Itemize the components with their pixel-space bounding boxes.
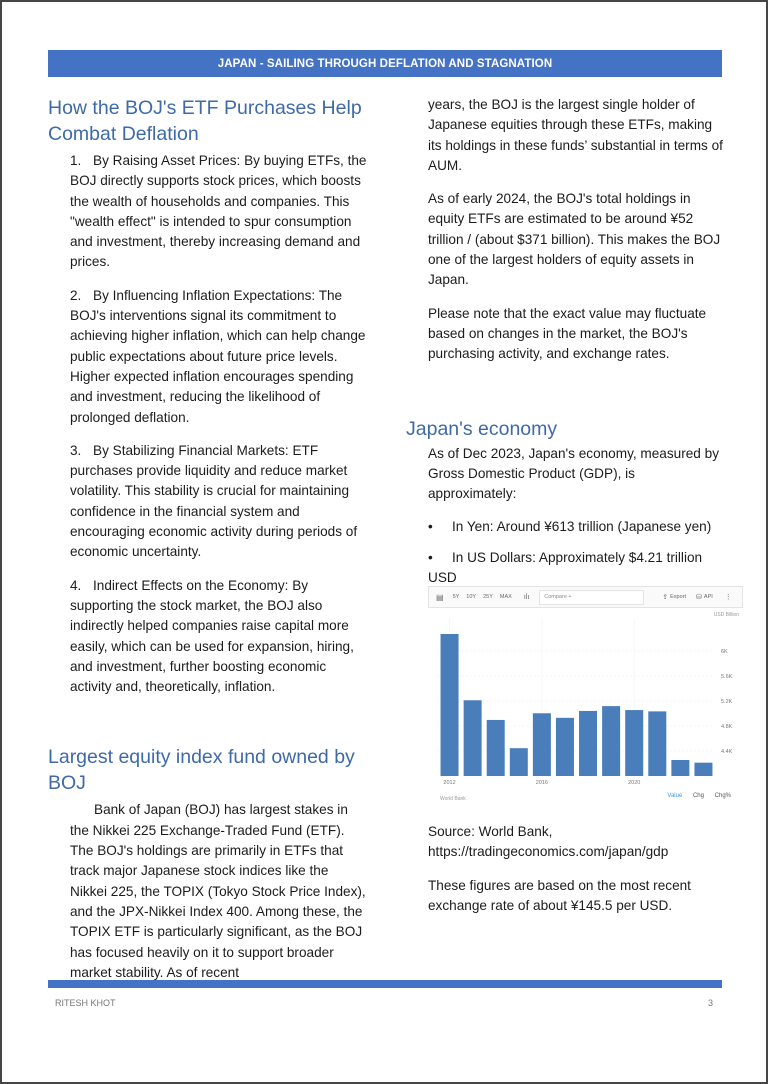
- x-tick-label: 2016: [535, 780, 548, 786]
- paragraph-note: Please note that the exact value may fluctuate based on changes in the market, the BOJ's purchasing activity, and exchange rates.: [428, 305, 707, 362]
- bar-2018: [579, 711, 597, 776]
- tab-chg[interactable]: Chg: [692, 793, 704, 799]
- bar-2023: [694, 763, 712, 776]
- list-number: 2.: [70, 287, 82, 303]
- x-tick-label: 2012: [443, 780, 456, 786]
- export-icon[interactable]: ⇪: [662, 594, 669, 601]
- paragraph-gdp-intro: As of Dec 2023, Japan's economy, measured by Gross Domestic Product (GDP), is approximately:: [428, 445, 719, 502]
- export-button[interactable]: Export: [670, 594, 687, 600]
- database-icon[interactable]: ⛁: [696, 594, 702, 601]
- header-title: JAPAN - SAILING THROUGH DEFLATION AND STAGNATION: [217, 57, 553, 70]
- chart-source-label: World Bank: [440, 796, 466, 802]
- bullet-icon: •: [428, 549, 433, 565]
- gdp-chart: [428, 586, 743, 812]
- x-tick-label: 2020: [628, 780, 641, 786]
- bullet-text: In US Dollars: Approximately $4.21 trillion USD: [428, 549, 703, 586]
- bar-2019: [602, 706, 620, 776]
- section-heading-etf-purchases: How the BOJ's ETF Purchases Help Combat Deflation: [48, 97, 362, 145]
- footer-bar: [48, 980, 722, 988]
- bar-2012: [441, 634, 459, 776]
- list-number: 3.: [70, 442, 82, 458]
- page-number: 3: [708, 998, 714, 1008]
- paragraph-holdings: As of early 2024, the BOJ's total holdings in equity ETFs are estimated to be around ¥52 trillion / (about $371 billion). This makes the BOJ one of the largest holders of equity assets in Japan.: [428, 191, 721, 288]
- right-column-bottom: [406, 822, 726, 929]
- list-item: [70, 286, 368, 428]
- bullet-text: In Yen: Around ¥613 trillion (Japanese yen): [452, 519, 712, 535]
- list-item-text: By Raising Asset Prices: By buying ETFs, the BOJ directly supports stock prices, which boosts the wealth of households and companies. This "wealth effect" is intended to spur consumption and investment, thereby increasing demand and prices.: [70, 153, 367, 270]
- calendar-icon[interactable]: ▤: [436, 592, 444, 602]
- section-heading-japan-economy: Japan's economy: [406, 417, 558, 440]
- section-heading-largest-fund: Largest equity index fund owned by BOJ: [48, 746, 355, 795]
- bar-chart-icon[interactable]: ılı: [523, 593, 530, 601]
- api-button[interactable]: API: [703, 594, 713, 600]
- bar-2020: [625, 710, 643, 776]
- source-citation: Source: World Bank, https://tradingeconomics.com/japan/gdp: [428, 824, 669, 860]
- range-max-button[interactable]: MAX: [499, 594, 512, 600]
- y-tick-label: 5.6K: [721, 674, 733, 680]
- y-tick-label: 4.4K: [721, 749, 733, 755]
- tab-chg-percent[interactable]: Chg%: [714, 793, 731, 799]
- bar-2014: [487, 720, 505, 776]
- bar-2022: [671, 760, 689, 776]
- range-5y-button[interactable]: 5Y: [452, 594, 460, 600]
- y-tick-label: 4.8K: [721, 724, 733, 730]
- left-column: [48, 95, 368, 996]
- list-number: 1.: [70, 153, 82, 168]
- bullet-item: [428, 517, 726, 537]
- bar-2017: [556, 718, 574, 776]
- list-item: [70, 151, 368, 273]
- page-header-banner: [48, 50, 722, 77]
- range-25y-button[interactable]: 25Y: [483, 594, 493, 600]
- unit-label: USD Billion: [713, 612, 739, 618]
- chart-view-tabs: [658, 793, 731, 799]
- bullet-icon: •: [428, 519, 433, 535]
- bullet-item: [428, 548, 726, 589]
- bar-2016: [533, 713, 551, 776]
- exchange-rate-note: These figures are based on the most recent exchange rate of about ¥145.5 per USD.: [428, 877, 691, 913]
- right-column: [406, 95, 726, 598]
- paragraph-continued: years, the BOJ is the largest single holder of Japanese equities through these ETFs, making its holdings in these funds’ substantial in terms of AUM.: [428, 97, 723, 173]
- y-tick-label: 6K: [721, 649, 728, 655]
- bar-2021: [648, 711, 666, 776]
- list-number: 4.: [70, 577, 82, 593]
- footer-author: RITESH KHOT: [55, 998, 116, 1008]
- y-tick-label: 5.2K: [721, 699, 733, 705]
- list-item-text: Indirect Effects on the Economy: By supporting the stock market, the BOJ also indirectly helped companies raise capital more easily, which can be used for expansion, hiring, and investment, further boosting economic activity and, theoretically, inflation.: [70, 577, 354, 695]
- bar-2015: [510, 748, 528, 776]
- list-item: [70, 441, 368, 563]
- bar-2013: [464, 700, 482, 776]
- more-options-icon[interactable]: ⋮: [724, 594, 732, 601]
- list-item: [70, 576, 368, 698]
- chart-plot: [428, 586, 743, 812]
- paragraph-boj-stakes: Bank of Japan (BOJ) has largest stakes in the Nikkei 225 Exchange-Traded Fund (ETF). The BOJ's holdings are primarily in ETFs that track major Japanese stock indices like the Nikkei 225, the TOPIX (Tokyo Stock Price Index), and the JPX-Nikkei Index 400. Among these, the TOPIX ETF is particularly significant, as the BOJ has focused heavily on it to support broader market stability. As of recent: [70, 802, 366, 980]
- tab-value[interactable]: Value: [667, 793, 683, 799]
- range-10y-button[interactable]: 10Y: [466, 594, 477, 600]
- compare-placeholder: Compare +: [544, 594, 572, 600]
- list-item-text: By Influencing Inflation Expectations: The BOJ's interventions signal its commitment to achieving higher inflation, which can help change public expectations about future price levels. Higher expected inflation encourages spending and investment, reducing the likelihood of prolonged deflation.: [70, 287, 366, 425]
- list-item-text: By Stabilizing Financial Markets: ETF purchases provide liquidity and reduce market volatility. This stability is crucial for maintaining confidence in the financial system and encouraging economic activity during periods of economic uncertainty.: [70, 442, 358, 560]
